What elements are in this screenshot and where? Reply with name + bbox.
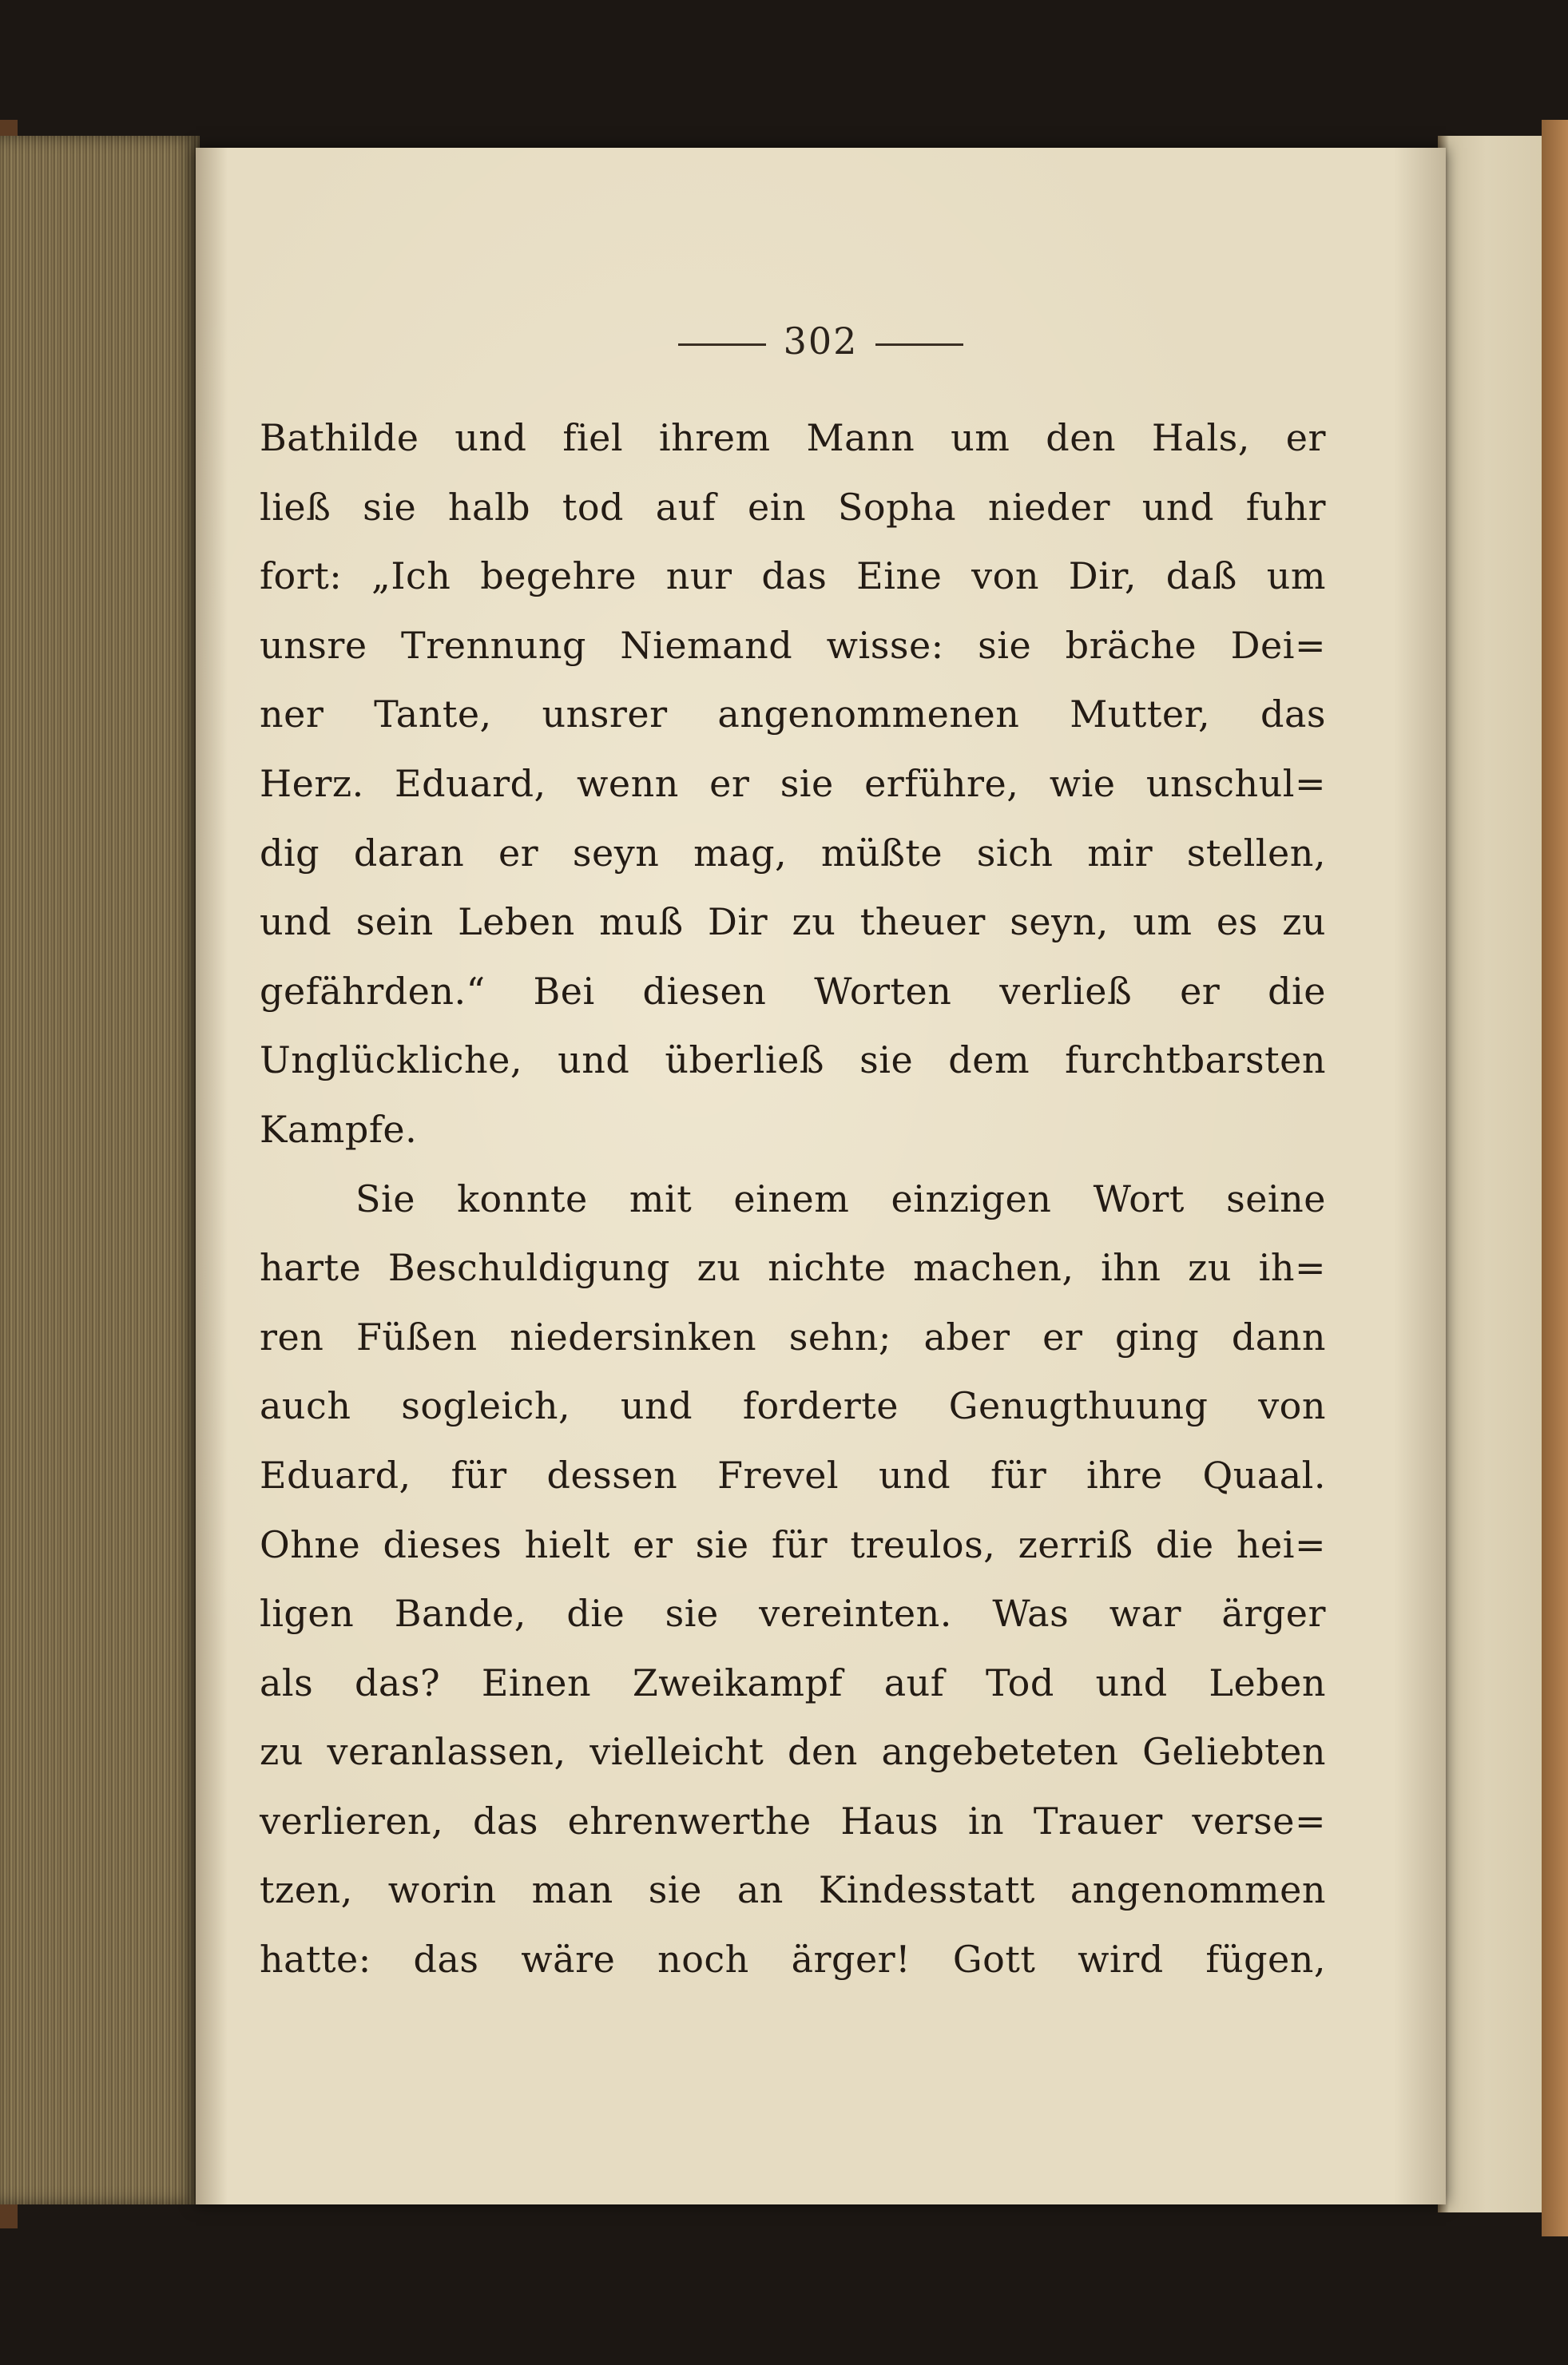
text-line: ließ sie halb tod auf ein Sopha nieder und fuhr [260, 485, 1326, 529]
text-line: Eduard, für dessen Frevel und für ihre Quaal. [260, 1453, 1326, 1497]
text-line: harte Beschuldigung zu nichte machen, ihn zu ih= [260, 1246, 1326, 1290]
text-line: dig daran er seyn mag, müßte sich mir stellen, [260, 831, 1326, 875]
text-line: Kampfe. [260, 1107, 418, 1151]
page-header [196, 319, 1446, 363]
text-line: ner Tante, unsrer angenommenen Mutter, das [260, 692, 1326, 736]
page-stack-edge [0, 136, 200, 2204]
text-line: Herz. Eduard, wenn er sie erführe, wie unschul= [260, 761, 1326, 805]
text-line: Unglückliche, und überließ sie dem furchtbarsten [260, 1038, 1326, 1082]
text-line: verlieren, das ehrenwerthe Haus in Trauer verse= [260, 1799, 1326, 1843]
text-line: unsre Trennung Niemand wisse: sie bräche Dei= [260, 623, 1326, 667]
header-rule-right [875, 343, 963, 346]
text-line: Ohne dieses hielt er sie für treulos, zerriß die hei= [260, 1522, 1326, 1566]
text-line: und sein Leben muß Dir zu theuer seyn, um es zu [260, 900, 1326, 944]
text-line: gefährden.“ Bei diesen Worten verließ er die [260, 969, 1326, 1013]
text-line: ren Füßen niedersinken sehn; aber er ging dann [260, 1315, 1326, 1359]
text-line: auch sogleich, und forderte Genugthuung von [260, 1384, 1326, 1428]
text-line: Sie konnte mit einem einzigen Wort seine [355, 1177, 1326, 1220]
text-line: hatte: das wäre noch ärger! Gott wird fügen, [260, 1938, 1326, 1982]
text-line: als das? Einen Zweikampf auf Tod und Leben [260, 1661, 1326, 1704]
book-cover-right [1542, 120, 1568, 2236]
text-line: Bathilde und fiel ihrem Mann um den Hals, er [260, 416, 1326, 459]
page-text [260, 403, 1326, 1994]
page-number: 302 [783, 319, 859, 363]
text-line: zu veranlassen, vielleicht den angebeteten Geliebten [260, 1730, 1326, 1774]
header-rule-left [678, 343, 766, 346]
text-line: tzen, worin man sie an Kindesstatt angenommen [260, 1868, 1326, 1912]
text-line: ligen Bande, die sie vereinten. Was war ärger [260, 1592, 1326, 1636]
text-line: fort: „Ich begehre nur das Eine von Dir, daß um [260, 554, 1326, 598]
